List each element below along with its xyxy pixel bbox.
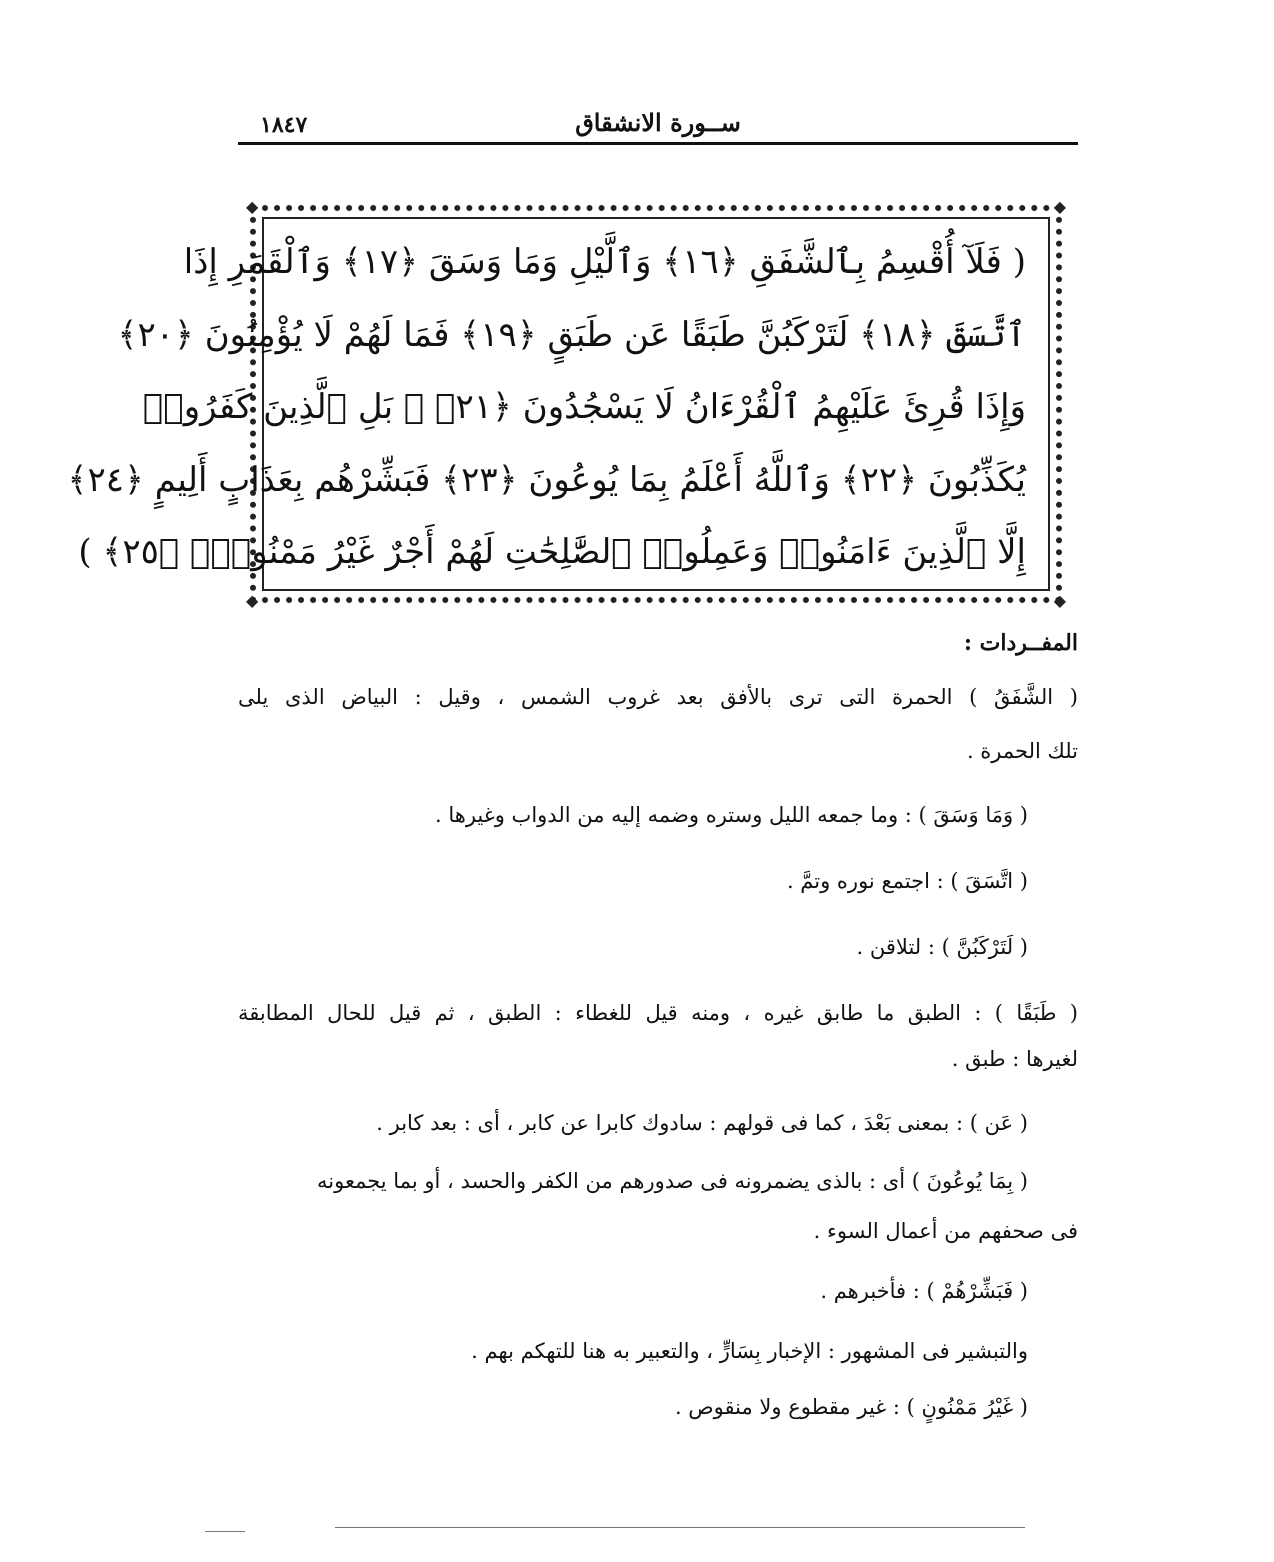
verse-line: يُكَذِّبُونَ ﴿٢٢﴾ وَٱللَّهُ أَعْلَمُ بِمَا يُوعُونَ ﴿٢٣﴾ فَبَشِّرْهُم بِعَذَابٍ أَلِيمٍ ﴿٢٤﴾ [67,459,1026,500]
header-rule [238,142,1078,145]
vocab-entry-line: ( وَمَا وَسَقَ ) : وما جمعه الليل وستره وضمه إليه من الدواب وغيرها . [435,803,1028,827]
vocab-entry-line: ( عَن ) : بمعنى بَعْدَ ، كما فى قولهم : سادوك كابرا عن كابر ، أى : بعد كابر . [376,1111,1028,1135]
vocabulary-heading: المفــردات : [963,630,1078,656]
footer-rule [335,1527,1025,1528]
verse-frame [67,197,1066,610]
vocab-entry-line: تلك الحمرة . [966,739,1078,763]
page-number: ١٨٤٧ [260,112,308,138]
page-header [238,98,1078,148]
verse-line: ( فَلَآ أُقْسِمُ بِٱلشَّفَقِ ﴿١٦﴾ وَٱلَّيْلِ وَمَا وَسَقَ ﴿١٧﴾ وَٱلْقَمَرِ إِذَا [183,242,1026,282]
surah-title: ســورة الانشقاق [575,108,741,137]
corner-ornament-icon: ◆ [1053,197,1066,216]
verse-text [67,231,1026,583]
vocab-entry-line: ( بِمَا يُوعُونَ ) أى : بالذى يضمرونه فى صدورهم من الكفر والحسد ، أو بما يجمعونه [317,1169,1028,1193]
verse-line: ٱتَّسَقَ ﴿١٨﴾ لَتَرْكَبُنَّ طَبَقًا عَن طَبَقٍ ﴿١٩﴾ فَمَا لَهُمْ لَا يُؤْمِنُونَ ﴿٢٠﴾ [117,314,1026,355]
verse-line: وَإِذَا قُرِئَ عَلَيْهِمُ ٱلْقُرْءَانُ لَا يَسْجُدُونَ ﴿٢١﴾ ۩ بَلِ ٱلَّذِينَ كَفَرُوا۟ [142,387,1026,427]
corner-ornament-icon: ◆ [246,197,259,216]
vocab-entry-line: ( فَبَشِّرْهُمْ ) : فأخبرهم . [820,1279,1028,1303]
corner-ornament-icon: ◆ [1053,591,1066,610]
vocab-entry-line: فى صحفهم من أعمال السوء . [813,1219,1078,1243]
footer-rule [205,1531,245,1532]
verse-line: إِلَّا ٱلَّذِينَ ءَامَنُوا۟ وَعَمِلُوا۟ ٱلصَّٰلِحَٰتِ لَهُمْ أَجْرٌ غَيْرُ مَمْنُونٍۭ ﴿٢٥﴾ ) [78,532,1026,572]
vocab-entry-line: ( اتَّسَقَ ) : اجتمع نوره وتمَّ . [786,869,1028,893]
vocab-entry-line: ( غَيْرُ مَمْنُونٍ ) : غير مقطوع ولا منقوص . [674,1395,1028,1419]
vocab-entry-line: ( لَتَرْكَبُنَّ ) : لتلاقن . [856,935,1028,959]
vocab-entry-line: لغيرها : طبق . [951,1047,1078,1071]
vocab-entry-line: والتبشير فى المشهور : الإخبار بِسَارٍّ ، والتعبير به هنا للتهكم بهم . [471,1339,1028,1363]
vocab-entry-line: ( الشَّفَقُ ) الحمرة التى ترى بالأفق بعد غروب الشمس ، وقيل : البياض الذى يلى [238,685,1078,709]
corner-ornament-icon: ◆ [246,591,259,610]
vocab-entry-line: ( طَبَقًا ) : الطبق ما طابق غيره ، ومنه قيل للغطاء : الطبق ، ثم قيل للحال المطابقة [238,1001,1078,1025]
